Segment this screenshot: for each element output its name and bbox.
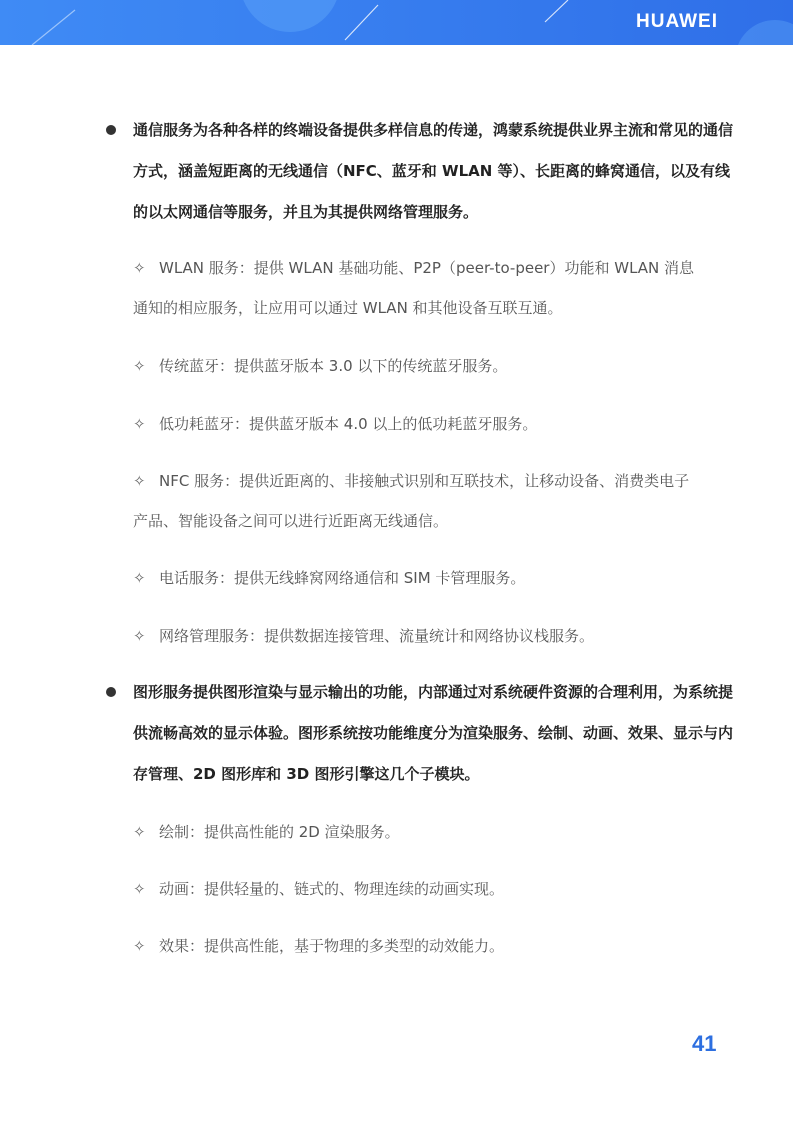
list-item xyxy=(133,616,703,656)
four-point-star-icon: ✧ xyxy=(133,415,146,433)
four-point-star-icon: ✧ xyxy=(133,357,146,375)
four-point-star-icon: ✧ xyxy=(133,823,146,841)
list-item-text: 低功耗蓝牙：提供蓝牙版本 4.0 以上的低功耗蓝牙服务。 xyxy=(159,415,538,433)
section-text: 图形服务提供图形渲染与显示输出的功能，内部通过对系统硬件资源的合理利用，为系统提供流畅高效的显示体验。图形系统按功能维度分为渲染服务、绘制、动画、效果、显示与内存管理、2D 图形库和 3D 图形引擎这几个子模块。 xyxy=(133,683,734,783)
list-item xyxy=(133,248,703,328)
section-communication xyxy=(133,110,733,233)
list-item-text: 传统蓝牙：提供蓝牙版本 3.0 以下的传统蓝牙服务。 xyxy=(159,357,508,375)
list-item-text: 动画：提供轻量的、链式的、物理连续的动画实现。 xyxy=(159,880,505,898)
list-item xyxy=(133,812,703,852)
list-item-text: 绘制：提供高性能的 2D 渲染服务。 xyxy=(159,823,400,841)
bullet-icon xyxy=(106,125,116,135)
section-text: 通信服务为各种各样的终端设备提供多样信息的传递，鸿蒙系统提供业界主流和常见的通信方式，涵盖短距离的无线通信（NFC、蓝牙和 WLAN 等）、长距离的蜂窝通信，以及有线的以太网通信等服务，并且为其提供网络管理服务。 xyxy=(133,121,734,221)
four-point-star-icon: ✧ xyxy=(133,937,146,955)
list-item xyxy=(133,926,703,966)
four-point-star-icon: ✧ xyxy=(133,569,146,587)
four-point-star-icon: ✧ xyxy=(133,627,146,645)
list-item xyxy=(133,869,703,909)
list-item-text: 网络管理服务：提供数据连接管理、流量统计和网络协议栈服务。 xyxy=(159,627,595,645)
section-graphics xyxy=(133,672,733,795)
list-item-text: 电话服务：提供无线蜂窝网络通信和 SIM 卡管理服务。 xyxy=(159,569,526,587)
page-number: 41 xyxy=(692,1031,717,1056)
list-item xyxy=(133,461,703,541)
huawei-logo-text: HUAWEI xyxy=(636,11,718,32)
list-item xyxy=(133,346,703,386)
list-item xyxy=(133,558,703,598)
list-item-text: NFC 服务：提供近距离的、非接触式识别和互联技术，让移动设备、消费类电子产品、智能设备之间可以进行近距离无线通信。 xyxy=(133,472,690,530)
page-header-banner xyxy=(0,0,793,45)
bullet-icon xyxy=(106,687,116,697)
four-point-star-icon: ✧ xyxy=(133,259,146,277)
list-item-text: 效果：提供高性能，基于物理的多类型的动效能力。 xyxy=(159,937,505,955)
four-point-star-icon: ✧ xyxy=(133,472,146,490)
list-item-text: WLAN 服务：提供 WLAN 基础功能、P2P（peer-to-peer）功能和 WLAN 消息通知的相应服务，让应用可以通过 WLAN 和其他设备互联互通。 xyxy=(133,259,695,317)
list-item xyxy=(133,404,703,444)
four-point-star-icon: ✧ xyxy=(133,880,146,898)
